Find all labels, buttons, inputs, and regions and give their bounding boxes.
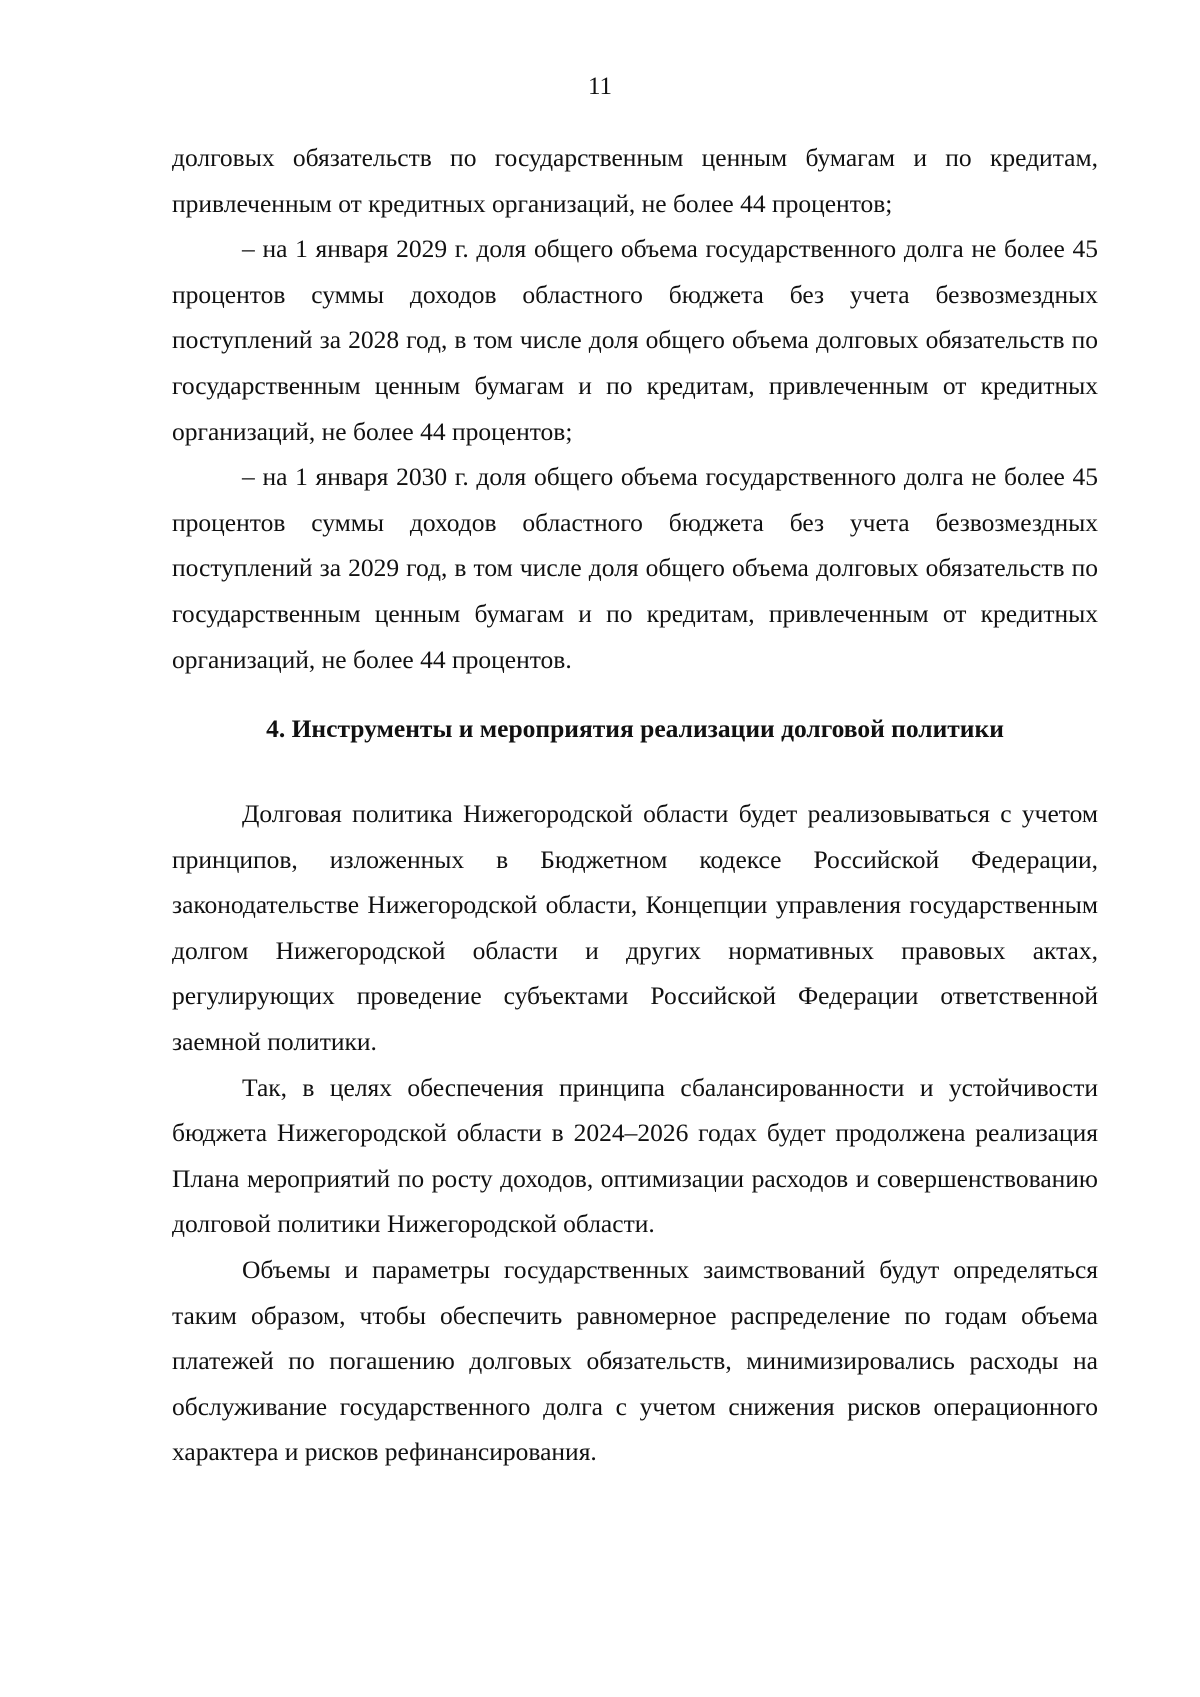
paragraph-continuation: долговых обязательств по государственным ценным бумагам и по кредитам, привлеченным от кредитных организаций, не более 44 процентов; xyxy=(172,143,1098,218)
paragraph-2030-target: – на 1 января 2030 г. доля общего объема государственного долга не более 45 процентов суммы доходов областного бюджета без учета безвозмездных поступлений за 2029 год, в том числе доля общего объема долговых обязательств по государственным ценным бумагам и по кредитам, привлеченным от кредитных организаций, не более 44 процентов. xyxy=(172,462,1098,674)
paragraph-borrowings: Объемы и параметры государственных заимствований будут определяться таким образом, чтобы обеспечить равномерное распределение по годам объема платежей по погашению долговых обязательств, минимизировались расходы на обслуживание государственного долга с учетом снижения рисков операционного характера и рисков рефинансирования. xyxy=(172,1254,1098,1467)
section-heading: 4. Инструменты и мероприятия реализации долговой политики xyxy=(266,714,1004,743)
paragraph-principles: Долговая политика Нижегородской области будет реализовываться с учетом принципов, изложенных в Бюджетном кодексе Российской Федерации, законодательстве Нижегородской области, Концепции управления государственным долгом Нижегородской области и других нормативных правовых актах, регулирующих проведение субъектами Российской Федерации ответственной заемной политики. xyxy=(172,799,1098,1056)
instruments-section xyxy=(172,791,1098,1475)
paragraph-plan: Так, в целях обеспечения принципа сбалансированности и устойчивости бюджета Нижегородской области в 2024–2026 годах будет продолжена реализация Плана мероприятий по росту доходов, оптимизации расходов и совершенствованию долговой политики Нижегородской области. xyxy=(172,1072,1098,1239)
page-number: 11 xyxy=(587,73,613,100)
paragraph-2029-target: – на 1 января 2029 г. доля общего объема государственного долга не более 45 процентов суммы доходов областного бюджета без учета безвозмездных поступлений за 2028 год, в том числе доля общего объема долговых обязательств по государственным ценным бумагам и по кредитам, привлеченным от кредитных организаций, не более 44 процентов; xyxy=(172,234,1098,446)
debt-targets-section xyxy=(172,135,1098,682)
